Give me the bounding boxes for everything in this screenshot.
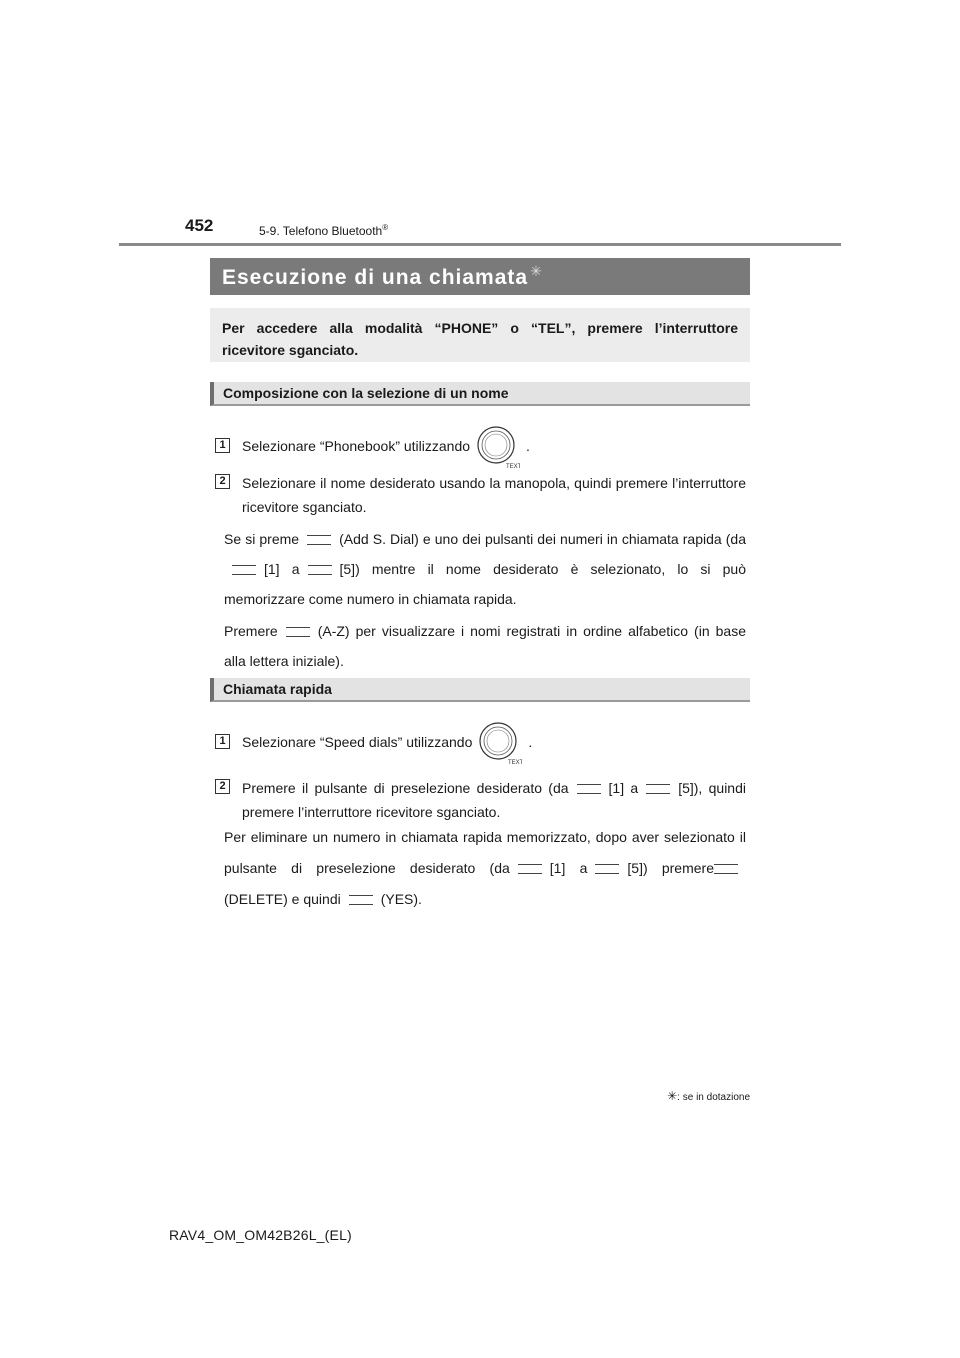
asterisk-icon: ✳ xyxy=(667,1089,678,1103)
note-3-part-5: (YES). xyxy=(380,891,422,907)
footnote-text: : se in dotazione xyxy=(677,1092,750,1103)
step-2-text: Selezionare il nome desiderato usando la manopola, quindi premere l’interruttore ricevitore sganciato. xyxy=(242,475,746,515)
note-3-part-4: (DELETE) e quindi xyxy=(224,891,341,907)
knob-text-label: TEXT xyxy=(508,760,523,766)
tune-knob-icon xyxy=(476,425,520,469)
subheading-name-dial: Composizione con la selezione di un nome xyxy=(223,385,509,401)
step-1-label: Selezionare “Phonebook” utilizzando xyxy=(242,438,471,454)
note-3-part-3: [5]) premere xyxy=(627,860,714,876)
step-number: 1 xyxy=(215,734,230,749)
note-alphabetic xyxy=(224,616,746,676)
button-icon xyxy=(349,895,373,905)
step-number: 2 xyxy=(215,474,230,489)
button-icon xyxy=(232,565,256,575)
speed-step-1-text xyxy=(242,718,746,766)
section-heading xyxy=(259,223,388,238)
header-rule xyxy=(119,243,841,246)
note-add-speed-dial xyxy=(224,524,746,614)
speed-step-2-text xyxy=(242,776,746,824)
knob-text-label: TEXT xyxy=(506,464,521,470)
speed-step-2-part-3: [5]), quindi premere l’interruttore ricevitore sganciato. xyxy=(242,780,746,820)
note-3-part-2: [1] a xyxy=(549,860,588,876)
button-icon xyxy=(595,864,619,874)
button-icon xyxy=(577,784,601,794)
footnote xyxy=(600,1089,750,1103)
speed-step-2-part-1: Premere il pulsante di preselezione desiderato (da xyxy=(242,780,569,796)
speed-step-2-part-2: [1] a xyxy=(608,780,639,796)
note-1-part-2: (Add S. Dial) e uno dei pulsanti dei numeri in chiamata rapida (da xyxy=(339,531,746,547)
step-1-text xyxy=(242,422,746,470)
step-1-end: . xyxy=(526,438,530,454)
speed-step-1-end: . xyxy=(528,734,533,750)
note-2-part-1: Premere xyxy=(224,623,278,639)
subheading-bar-name-dial xyxy=(210,382,750,406)
speed-step-1-label: Selezionare “Speed dials” utilizzando xyxy=(242,734,473,750)
note-1-part-1: Se si preme xyxy=(224,531,300,547)
note-1-part-4: [5]) mentre il nome desiderato è selezionato, lo si può memorizzare come numero in chiamata rapida. xyxy=(224,561,747,607)
asterisk-icon: ✳ xyxy=(530,263,543,279)
page-title xyxy=(222,263,543,290)
page-number: 452 xyxy=(185,216,214,235)
button-icon xyxy=(308,565,332,575)
note-delete-speed-dial xyxy=(224,822,746,915)
button-icon xyxy=(714,864,738,874)
document-code: RAV4_OM_OM42B26L_(EL) xyxy=(169,1227,352,1243)
subheading-speed-dial: Chiamata rapida xyxy=(223,681,332,697)
registered-mark: ® xyxy=(382,223,389,232)
button-icon xyxy=(518,864,542,874)
section-heading-text: 5-9. Telefono Bluetooth xyxy=(259,224,383,238)
button-icon xyxy=(307,535,331,545)
note-3-part-1: Per eliminare un numero in chiamata rapida memorizzato, dopo aver selezionato il pulsante di preselezione desiderato (da xyxy=(224,829,746,876)
step-number: 2 xyxy=(215,779,230,794)
step-number: 1 xyxy=(215,438,230,453)
title-bar xyxy=(210,258,750,295)
note-2-part-2: (A-Z) per visualizzare i nomi registrati in ordine alfabetico (in base alla lettera iniziale). xyxy=(224,623,746,669)
note-1-part-3: [1] a xyxy=(264,561,300,577)
intro-box xyxy=(210,308,750,362)
page-title-text: Esecuzione di una chiamata xyxy=(222,266,529,289)
intro-text: Per accedere alla modalità “PHONE” o “TEL”, premere l’interruttore ricevitore sganciato. xyxy=(222,320,738,358)
button-icon xyxy=(286,627,310,637)
tune-knob-icon xyxy=(478,721,522,765)
subheading-bar-speed-dial xyxy=(210,678,750,702)
button-icon xyxy=(646,784,670,794)
